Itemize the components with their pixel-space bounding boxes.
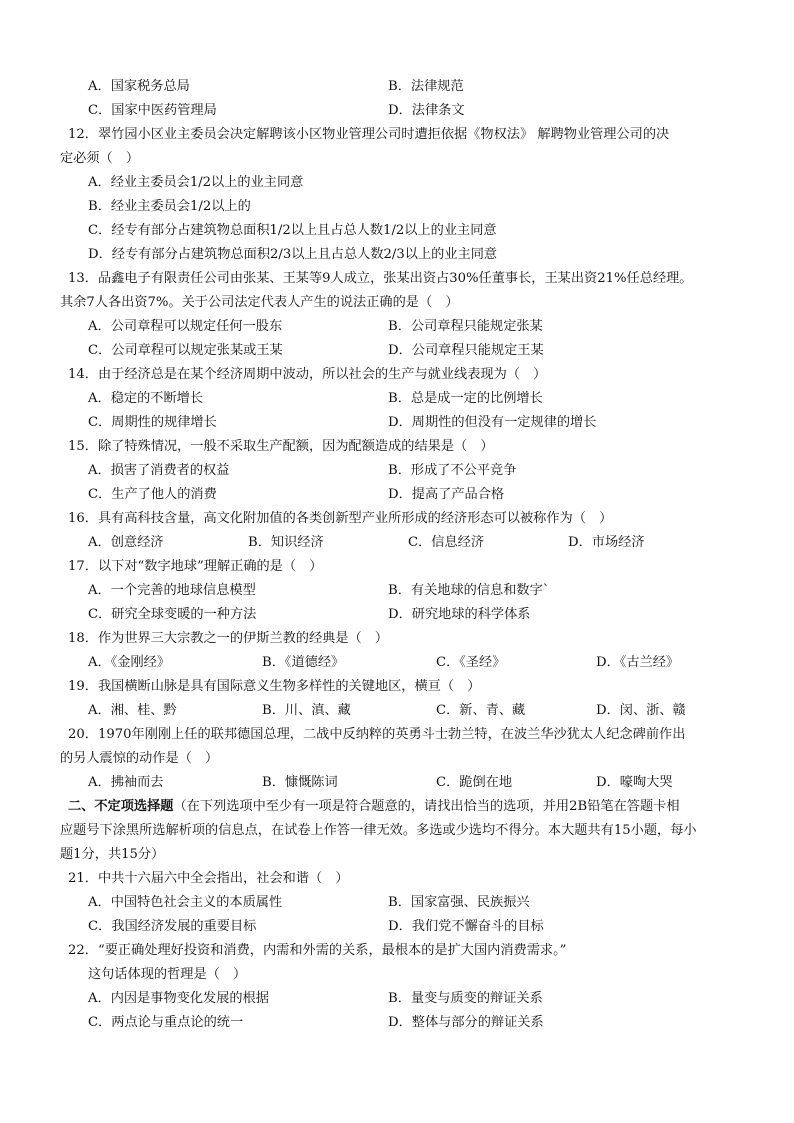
q20-option-a: A．拂袖而去 [88, 775, 164, 790]
q11-option-d: D．法律条文 [388, 103, 465, 118]
section-2-instructions-cont: 应题号下涂黑所选解析项的信息点，在试卷上作答一律无效。多选或少选均不得分。本大题共有15小题，每小 [60, 823, 697, 838]
q16-option-d: D．市场经济 [568, 535, 645, 550]
q19-option-c: C．新、青、藏 [436, 703, 526, 718]
q22-option-a: A．内因是事物变化发展的根据 [88, 991, 269, 1006]
q22-option-d: D．整体与部分的辩证关系 [388, 1015, 544, 1030]
q15-option-b: B．形成了不公平竞争 [388, 463, 517, 478]
q22-stem: 22．“要正确处理好投资和消费，内需和外需的关系，最根本的是扩大国内消费需求。” [68, 943, 567, 958]
q16-option-a: A．创意经济 [88, 535, 164, 550]
q17-option-c: C．研究全球变暖的一种方法 [88, 607, 257, 622]
q12-stem: 12．翠竹园小区业主委员会决定解聘该小区物业管理公司时遭拒依据《物权法》 解聘物业管理公司的决 [68, 127, 670, 142]
q13-stem: 13．品鑫电子有限责任公司由张某、王某等9人成立，张某出资占30%任董事长，王某出资21%任总经理。 [68, 271, 693, 286]
q17-option-b: B．有关地球的信息和数字` [388, 583, 550, 598]
q11-option-b: B．法律规范 [388, 79, 464, 94]
q15-stem: 15．除了特殊情况，一般不采取生产配额，因为配额造成的结果是（ ） [68, 439, 494, 454]
q22-option-c: C．两点论与重点论的统一 [88, 1015, 244, 1030]
q18-stem: 18．作为世界三大宗教之一的伊斯兰教的经典是（ ） [68, 631, 389, 646]
q13-option-d: D．公司章程只能规定王某 [388, 343, 544, 358]
q16-stem: 16．具有高科技含量，高文化附加值的各类创新型产业所形成的经济形态可以被称作为（ ） [68, 511, 613, 526]
q17-stem: 17．以下对“数字地球”理解正确的是（ ） [68, 559, 323, 574]
q17-option-a: A．一个完善的地球信息模型 [88, 583, 256, 598]
q19-stem: 19．我国横断山脉是具有国际意义生物多样性的关键地区，横亘（ ） [68, 679, 481, 694]
q15-option-d: D．提高了产品合格 [388, 487, 505, 502]
q14-stem: 14．由于经济总是在某个经济周期中波动，所以社会的生产与就业线表现为（ ） [68, 367, 547, 382]
q20-option-b: B．慷慨陈词 [262, 775, 338, 790]
q13-stem-cont: 其余7人各出资7%。关于公司法定代表人产生的说法正确的是（ ） [60, 295, 459, 310]
q16-option-b: B．知识经济 [248, 535, 324, 550]
q12-option-d: D．经专有部分占建筑物总面积2/3以上且占总人数2/3以上的业主同意 [88, 247, 498, 262]
q16-option-c: C．信息经济 [408, 535, 485, 550]
section-2-header [68, 797, 680, 817]
q22-stem-cont: 这句话体现的哲理是（ ） [88, 967, 247, 982]
q14-option-a: A．稳定的不断增长 [88, 391, 204, 406]
section-2-instructions-end: 题1分，共15分） [60, 847, 165, 862]
q14-option-d: D．周期性的但没有一定规律的增长 [388, 415, 597, 430]
q11-option-c: C．国家中医药管理局 [88, 103, 217, 118]
q12-stem-cont: 定必须（ ） [60, 151, 140, 166]
q18-option-b: B．《道德经》 [262, 655, 345, 670]
q14-option-c: C．周期性的规律增长 [88, 415, 217, 430]
q21-option-c: C．我国经济发展的重要目标 [88, 919, 257, 934]
q19-option-b: B．川、滇、藏 [262, 703, 351, 718]
section-2-title: 二、不定项选择题 [68, 799, 174, 814]
q22-option-b: B．量变与质变的辩证关系 [388, 991, 543, 1006]
q15-option-c: C．生产了他人的消费 [88, 487, 217, 502]
q13-option-a: A．公司章程可以规定任何一股东 [88, 319, 283, 334]
section-2-instructions: （在下列选项中至少有一项是符合题意的，请找出恰当的选项，并用2B铅笔在答题卡相 [173, 799, 680, 814]
q14-option-b: B．总是成一定的比例增长 [388, 391, 543, 406]
q13-option-c: C．公司章程可以规定张某或王某 [88, 343, 283, 358]
q20-stem: 20．1970年刚刚上任的联邦德国总理，二战中反纳粹的英勇斗士勃兰特，在波兰华沙犹太人纪念碑前作出 [68, 727, 686, 742]
q20-option-c: C．跪倒在地 [436, 775, 513, 790]
q20-stem-cont: 的另人震惊的动作是（ ） [60, 751, 219, 766]
q21-option-b: B．国家富强、民族振兴 [388, 895, 530, 910]
q12-option-c: C．经专有部分占建筑物总面积1/2以上且占总人数1/2以上的业主同意 [88, 223, 497, 238]
q21-stem: 21．中共十六届六中全会指出，社会和谐（ ） [68, 871, 349, 886]
q18-option-d: D．《古兰经》 [596, 655, 680, 670]
q20-option-d: D．嚎啕大哭 [596, 775, 673, 790]
q21-option-d: D．我们党不懈奋斗的目标 [388, 919, 544, 934]
q17-option-d: D．研究地球的科学体系 [388, 607, 531, 622]
q18-option-c: C．《圣经》 [436, 655, 506, 670]
q15-option-a: A．损害了消费者的权益 [88, 463, 230, 478]
q12-option-a: A．经业主委员会1/2以上的业主同意 [88, 175, 304, 190]
q12-option-b: B．经业主委员会1/2以上的 [88, 199, 251, 214]
q11-option-a: A．国家税务总局 [88, 79, 190, 94]
q13-option-b: B．公司章程只能规定张某 [388, 319, 543, 334]
q21-option-a: A．中国特色社会主义的本质属性 [88, 895, 283, 910]
q18-option-a: A．《金刚经》 [88, 655, 171, 670]
q19-option-a: A．湘、桂、黔 [88, 703, 177, 718]
q19-option-d: D．闵、浙、赣 [596, 703, 686, 718]
